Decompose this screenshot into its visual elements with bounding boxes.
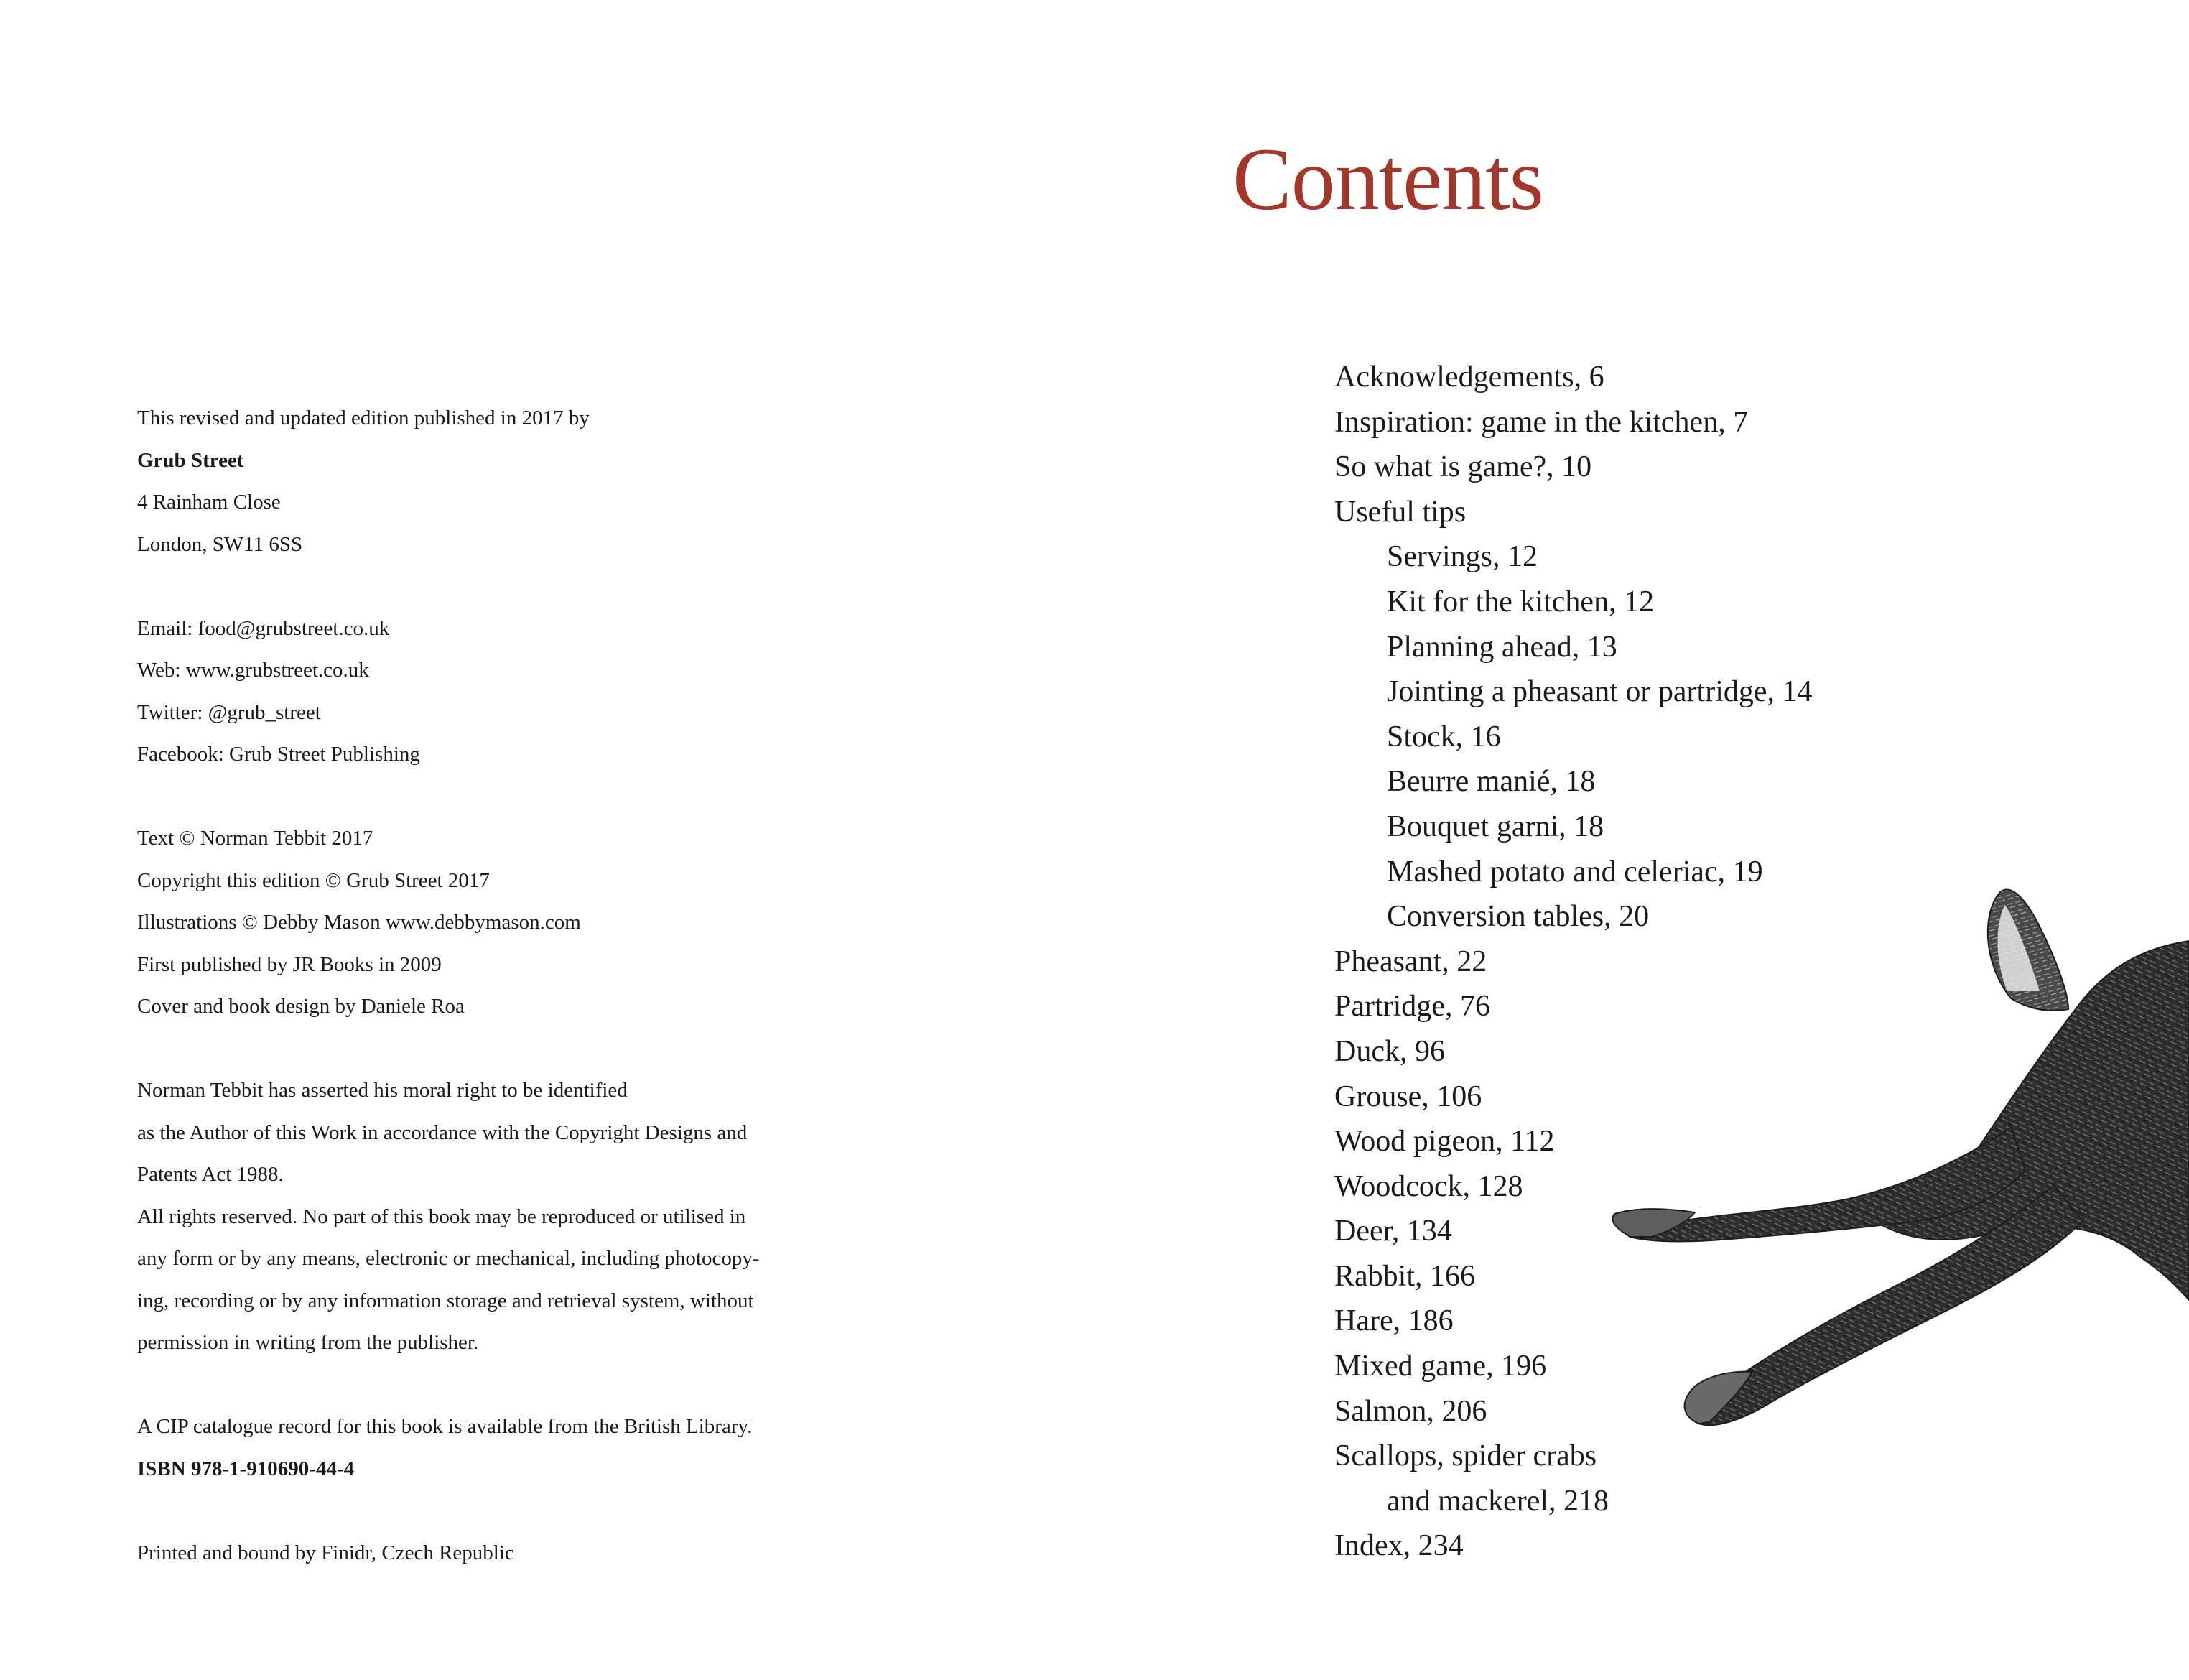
toc-subentry: Conversion tables, 20	[1387, 900, 1650, 934]
toc-entry: Salmon, 206	[1334, 1394, 1487, 1428]
toc-entry: Scallops, spider crabs	[1334, 1439, 1597, 1473]
imprint-line: any form or by any means, electronic or mechanical, including photocopy-	[137, 1247, 760, 1270]
toc-subentry: Servings, 12	[1387, 540, 1538, 574]
imprint-line: Norman Tebbit has asserted his moral right to be identified	[137, 1079, 628, 1102]
imprint-line: Grub Street	[137, 448, 244, 472]
imprint-line: All rights reserved. No part of this book may be reproduced or utilised in	[137, 1205, 746, 1228]
toc-subentry: Jointing a pheasant or partridge, 14	[1387, 675, 1813, 709]
imprint-line: Text © Norman Tebbit 2017	[137, 827, 373, 850]
toc-entry: Rabbit, 166	[1334, 1259, 1475, 1293]
toc-entry: Deer, 134	[1334, 1215, 1452, 1248]
toc-entry: Inspiration: game in the kitchen, 7	[1334, 405, 1749, 439]
imprint-line: Patents Act 1988.	[137, 1163, 284, 1186]
blank-line	[137, 776, 855, 818]
toc-entry: Woodcock, 128	[1334, 1169, 1523, 1203]
toc-entry: Wood pigeon, 112	[1334, 1125, 1555, 1159]
imprint-line: permission in writing from the publisher.	[137, 1331, 479, 1354]
toc-subentry: Mashed potato and celeriac, 19	[1387, 855, 1763, 888]
toc-subentry: Planning ahead, 13	[1387, 630, 1617, 664]
imprint-line: A CIP catalogue record for this book is available from the British Library.	[137, 1415, 753, 1438]
imprint-line: London, SW11 6SS	[137, 532, 303, 556]
blank-line	[137, 1490, 855, 1532]
table-of-contents	[1334, 355, 1981, 1569]
imprint-line: Copyright this edition © Grub Street 2017	[137, 868, 490, 892]
imprint-line: Facebook: Grub Street Publishing	[137, 743, 420, 766]
imprint-line: Illustrations © Debby Mason www.debbymason.com	[137, 911, 581, 934]
toc-subentry: and mackerel, 218	[1387, 1484, 1609, 1518]
toc-entry: Pheasant, 22	[1334, 945, 1487, 978]
toc-entry: Mixed game, 196	[1334, 1350, 1547, 1383]
toc-entry: Index, 234	[1334, 1529, 1464, 1563]
toc-entry: Useful tips	[1334, 495, 1467, 529]
toc-subentry: Bouquet garni, 18	[1387, 809, 1604, 843]
imprint-line: ISBN 978-1-910690-44-4	[137, 1457, 355, 1480]
toc-subentry: Beurre manié, 18	[1387, 765, 1596, 799]
toc-entry: So what is game?, 10	[1334, 450, 1592, 484]
imprint-line: 4 Rainham Close	[137, 491, 281, 514]
imprint-line: Email: food@grubstreet.co.uk	[137, 616, 390, 640]
imprint-line: Cover and book design by Daniele Roa	[137, 995, 465, 1018]
imprint-line: ing, recording or by any information storage and retrieval system, without	[137, 1289, 754, 1312]
imprint-line: Printed and bound by Finidr, Czech Republic	[137, 1541, 514, 1564]
imprint-line: as the Author of this Work in accordance with the Copyright Designs and	[137, 1120, 748, 1144]
toc-entry: Duck, 96	[1334, 1034, 1445, 1068]
imprint-line: First published by JR Books in 2009	[137, 952, 442, 976]
imprint-line: Web: www.grubstreet.co.uk	[137, 659, 369, 682]
toc-entry: Hare, 186	[1334, 1304, 1454, 1338]
toc-entry: Acknowledgements, 6	[1334, 361, 1604, 394]
blank-line	[137, 565, 855, 608]
imprint-line: This revised and updated edition published in 2017 by	[137, 407, 590, 430]
imprint-line: Twitter: @grub_street	[137, 700, 321, 724]
toc-subentry: Kit for the kitchen, 12	[1387, 585, 1655, 618]
imprint-block	[137, 397, 855, 1574]
toc-entry: Grouse, 106	[1334, 1080, 1482, 1113]
toc-entry: Partridge, 76	[1334, 990, 1490, 1024]
blank-line	[137, 1028, 855, 1070]
contents-title: Contents	[1232, 130, 1543, 228]
toc-subentry: Stock, 16	[1387, 720, 1501, 753]
blank-line	[137, 1364, 855, 1406]
